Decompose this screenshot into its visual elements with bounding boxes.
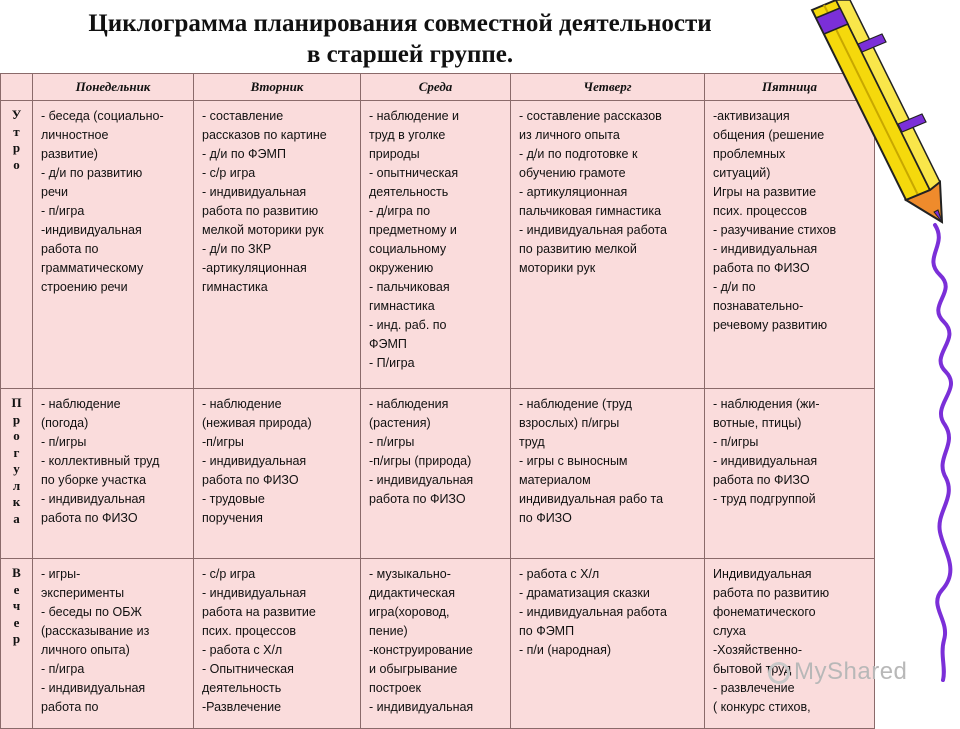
activity-cell [194,389,361,559]
activity-line: - наблюдения [369,397,449,411]
activity-line: работа по ФИЗО [713,473,810,487]
activity-line: деятельность [369,185,449,199]
activity-line: Игры на развитие [713,185,817,199]
activity-line: - индивидуальная работа [519,605,667,619]
activity-line: мелкой моторики рук [202,223,324,237]
activity-cell [361,101,511,389]
title-line-2: в старшей группе. [306,41,514,68]
activity-cell [361,559,511,729]
activity-line: личного опыта) [41,643,130,657]
activity-line: - составление [202,109,284,123]
activity-line: индивидуальная рабо та [519,492,664,506]
activity-line: - п/игры [41,435,87,449]
activity-line: Индивидуальная [713,567,812,581]
activity-line: - составление рассказов [519,109,662,123]
activity-line: - индивидуальная [713,242,818,256]
table-row-morning [1,101,875,389]
activity-line: ситуаций) [713,166,771,180]
activity-line: природы [369,147,420,161]
title-line-1: Циклограмма планирования совместной деятельности [88,10,712,37]
activity-line: ( конкурс стихов, [713,700,811,714]
activity-line: игра(хоровод, [369,605,450,619]
activity-line: личностное [41,128,109,142]
activity-line: - музыкально- [369,567,451,581]
activity-cell [33,559,194,729]
activity-line: по уборке участка [41,473,147,487]
period-letter: П [11,395,22,410]
activity-line: -Развлечение [202,700,282,714]
activity-line: - п/игры [713,435,759,449]
activity-line: - наблюдения (жи- [713,397,820,411]
activity-cell [361,389,511,559]
header-tuesday: Вторник [194,74,361,101]
activity-line: - п/игра [41,662,85,676]
activity-line: грамматическому [41,261,144,275]
period-letter: е [13,614,20,630]
activity-line: эксперименты [41,586,125,600]
activity-line: вотные, птицы) [713,416,802,430]
period-letter: р [12,631,21,646]
activity-line: материалом [519,473,591,487]
activity-cell [194,101,361,389]
activity-line: взрослых) п/игры [519,416,620,430]
activity-line: деятельность [202,681,282,695]
activity-line: - разучивание стихов [713,223,837,237]
activity-line: работа по [41,242,99,256]
period-letter: к [12,494,21,509]
activity-line: - беседа (социально- [41,109,164,123]
activity-line: (неживая природа) [202,416,312,430]
activity-line: -индивидуальная [41,223,142,237]
activity-line: строению речи [41,280,128,294]
page-title [0,8,800,70]
activity-cell [33,389,194,559]
activity-line: - д/и по подготовке к [519,147,638,161]
activity-line: -п/игры (природа) [369,454,472,468]
activity-line: гимнастика [369,299,435,313]
activity-line: - индивидуальная [41,681,146,695]
period-letter: р [12,140,21,155]
activity-line: - наблюдение (труд [519,397,632,411]
pencil-body [812,0,942,222]
activity-line: -артикуляционная [202,261,307,275]
activity-line: псих. процессов [713,204,808,218]
activity-line: бытовой труд [713,662,792,676]
activity-line: - д/игра по [369,204,431,218]
activity-line: работа на развитие [202,605,316,619]
pencil-decoration [800,0,960,720]
activity-line: - индивидуальная [369,473,474,487]
activity-line: пение) [369,624,408,638]
activity-line: - работа с Х/л [202,643,283,657]
activity-cell [511,389,705,559]
activity-line: по развитию мелкой [519,242,637,256]
activity-line: - с/р игра [202,166,256,180]
activity-line: - артикуляционная [519,185,628,199]
activity-line: - коллективный труд [41,454,160,468]
period-letter: В [12,565,21,580]
activity-cell [194,559,361,729]
activity-line: общения (решение [713,128,825,142]
activity-line: -Хозяйственно- [713,643,803,657]
activity-line: речевому развитию [713,318,828,332]
activity-line: - наблюдение и [369,109,460,123]
period-letter: о [13,156,20,172]
activity-line: - индивидуальная [202,454,307,468]
activity-line: работа по ФИЗО [713,261,810,275]
activity-line: (рассказывание из [41,624,150,638]
activity-line: окружению [369,261,434,275]
activity-line: - д/и по ФЭМП [202,147,286,161]
activity-line: - д/и по развитию [41,166,143,180]
period-letter: о [13,428,20,443]
activity-line: -п/игры [202,435,244,449]
watermark-logo-icon [768,662,790,684]
activity-line: - индивидуальная [41,492,146,506]
activity-line: познавательно- [713,299,804,313]
period-letter: ч [12,598,21,613]
activity-line: - индивидуальная [202,185,307,199]
period-label-evening [1,559,33,729]
table-row-evening [1,559,875,729]
activity-line: по ФИЗО [519,511,572,525]
activity-line: предметному и [369,223,457,237]
activity-line: рассказов по картине [202,128,327,142]
period-label-morning [1,101,33,389]
activity-line: - д/и по ЗКР [202,242,272,256]
activity-line: (растения) [369,416,431,430]
activity-line: псих. процессов [202,624,297,638]
watermark-text: MyShared [794,658,908,685]
activity-line: работа по ФИЗО [202,473,299,487]
activity-cell [33,101,194,389]
activity-line: - с/р игра [202,567,256,581]
period-label-walk [1,389,33,559]
activity-line: - работа с Х/л [519,567,600,581]
cyclogram-table [0,73,875,729]
activity-line: социальному [369,242,447,256]
activity-line: работа по [41,700,99,714]
activity-line: обучению грамоте [519,166,626,180]
activity-line: моторики рук [519,261,596,275]
activity-cell [511,101,705,389]
activity-line: работа по ФИЗО [41,511,138,525]
activity-line: - п/игра [41,204,85,218]
activity-line: - опытническая [369,166,459,180]
activity-line: по ФЭМП [519,624,575,638]
header-monday: Понедельник [33,74,194,101]
period-letter: е [13,581,20,597]
activity-line: - труд подгруппой [713,492,816,506]
activity-line: - П/игра [369,356,415,370]
activity-line: дидактическая [369,586,456,600]
table-header-row [1,74,875,101]
header-thursday: Четверг [511,74,705,101]
activity-line: развитие) [41,147,98,161]
header-friday: Пятница [705,74,875,101]
activity-line: - д/и по [713,280,756,294]
column-divider [193,620,194,720]
activity-line: - п/и (народная) [519,643,612,657]
activity-line: работа по развитию [713,586,830,600]
activity-line: поручения [202,511,263,525]
activity-line: - игры с выносным [519,454,628,468]
activity-line: труд [519,435,545,449]
activity-line: - инд. раб. по [369,318,447,332]
activity-line: слуха [713,624,746,638]
activity-line: и обыгрывание [369,662,458,676]
activity-line: гимнастика [202,280,268,294]
period-letter: У [11,107,22,122]
period-letter: у [13,461,20,476]
activity-line: речи [41,185,68,199]
header-wednesday: Среда [361,74,511,101]
activity-line: из личного опыта [519,128,620,142]
activity-line: - драматизация сказки [519,586,650,600]
activity-line: труд в уголке [369,128,446,142]
activity-line: - индивидуальная [202,586,307,600]
period-letter: г [13,444,20,460]
activity-line: - наблюдение [202,397,282,411]
activity-line: - развлечение [713,681,795,695]
activity-line: - индивидуальная [369,700,474,714]
activity-line: - п/игры [369,435,415,449]
period-letter: л [12,477,21,493]
activity-line: - пальчиковая [369,280,450,294]
period-letter: т [13,123,20,139]
activity-line: -конструирование [369,643,473,657]
pencil-scribble [933,225,951,680]
activity-line: проблемных [713,147,786,161]
activity-line: работа по развитию [202,204,319,218]
activity-line: работа по ФИЗО [369,492,466,506]
activity-cell [511,559,705,729]
period-letter: р [12,411,21,427]
activity-line: ФЭМП [369,337,407,351]
watermark [768,658,907,686]
activity-line: (погода) [41,416,89,430]
activity-line: фонематического [713,605,816,619]
header-corner [1,74,33,101]
activity-line: - беседы по ОБЖ [41,605,142,619]
activity-line: - наблюдение [41,397,121,411]
activity-line: построек [369,681,422,695]
activity-line: - индивидуальная [713,454,818,468]
table-row-walk [1,389,875,559]
activity-line: -активизация [713,109,790,123]
period-letter: а [13,510,20,526]
activity-line: - трудовые [202,492,265,506]
activity-line: - игры- [41,567,81,581]
activity-line: пальчиковая гимнастика [519,204,662,218]
activity-line: - индивидуальная работа [519,223,667,237]
activity-line: - Опытническая [202,662,294,676]
